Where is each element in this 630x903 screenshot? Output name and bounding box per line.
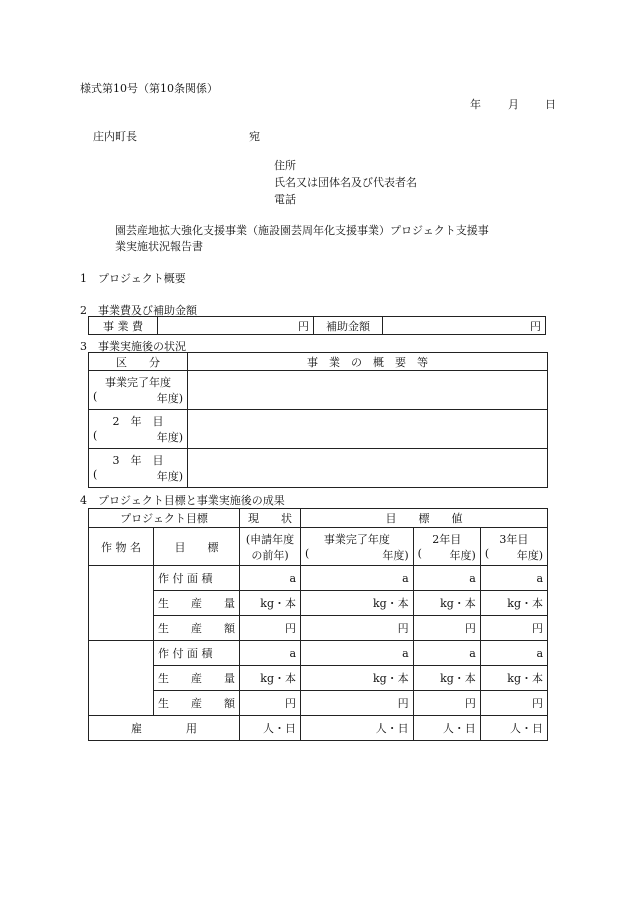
- status-header-overview: 事 業 の 概 要 等: [188, 353, 548, 371]
- date-day: 日: [545, 98, 556, 111]
- goals-header-target: 目 標 値: [301, 509, 548, 528]
- cost-label: 事 業 費: [89, 317, 158, 335]
- section-2-heading: 2 事業費及び補助金額: [80, 304, 197, 317]
- applicant-phone: 電話: [274, 193, 296, 206]
- metric-unit: 円: [301, 691, 414, 716]
- cost-yen: 円: [298, 319, 309, 333]
- goals-header-year3: 3年目 ( 年度): [480, 528, 547, 566]
- status-table: [88, 352, 548, 488]
- metric-unit: a: [413, 641, 480, 666]
- metric-unit: kg・本: [413, 666, 480, 691]
- metric-unit: a: [480, 641, 547, 666]
- goals-header-project-goal: プロジェクト目標: [89, 509, 240, 528]
- applicant-address: 住所: [274, 159, 296, 172]
- metric-label: 生 産 量: [154, 666, 240, 691]
- section-3-heading: 3 事業実施後の状況: [80, 340, 186, 353]
- metric-unit: kg・本: [301, 591, 414, 616]
- status-row: [89, 449, 548, 488]
- table-row: [89, 691, 548, 716]
- subsidy-yen: 円: [530, 319, 541, 333]
- goals-header-current-sub: (申請年度 の前年): [240, 528, 301, 566]
- table-row: [89, 591, 548, 616]
- table-row: [89, 616, 548, 641]
- section-4-heading: 4 プロジェクト目標と事業実施後の成果: [80, 494, 285, 507]
- metric-unit: 円: [413, 616, 480, 641]
- goals-header-year1: 事業完了年度 ( 年度): [301, 528, 414, 566]
- date-month: 月: [508, 98, 519, 111]
- status-row-overview: [188, 371, 548, 410]
- employment-unit: 人・日: [413, 716, 480, 741]
- status-row: [89, 410, 548, 449]
- status-row-label: 事業完了年度 ( 年度): [89, 371, 188, 410]
- metric-unit: 円: [480, 616, 547, 641]
- goals-header-year2: 2年目 ( 年度): [413, 528, 480, 566]
- employment-unit: 人・日: [301, 716, 414, 741]
- table-row: [89, 716, 548, 741]
- crop-name-cell: [89, 641, 154, 716]
- metric-unit: kg・本: [480, 666, 547, 691]
- section-1-heading: 1 プロジェクト概要: [80, 272, 186, 285]
- goals-table: [88, 508, 548, 741]
- metric-unit: 円: [240, 616, 301, 641]
- metric-label: 生 産 額: [154, 691, 240, 716]
- crop-name-cell: [89, 566, 154, 641]
- employment-label: 雇 用: [89, 716, 240, 741]
- addressee-name: 庄内町長: [93, 130, 137, 143]
- status-row-overview: [188, 449, 548, 488]
- metric-unit: 円: [240, 691, 301, 716]
- metric-unit: a: [301, 566, 414, 591]
- table-row: [89, 566, 548, 591]
- status-row-overview: [188, 410, 548, 449]
- status-header-category: 区 分: [89, 353, 188, 371]
- metric-unit: a: [480, 566, 547, 591]
- metric-label: 生 産 量: [154, 591, 240, 616]
- status-row-label: 3 年 目 ( 年度): [89, 449, 188, 488]
- metric-unit: kg・本: [240, 591, 301, 616]
- metric-label: 作 付 面 積: [154, 566, 240, 591]
- metric-unit: kg・本: [480, 591, 547, 616]
- metric-label: 作 付 面 積: [154, 641, 240, 666]
- addressee-suffix: 宛: [249, 130, 260, 143]
- metric-unit: a: [240, 566, 301, 591]
- cost-value-cell: [158, 317, 314, 335]
- cost-table: [88, 316, 546, 335]
- goals-header-goal: 目 標: [154, 528, 240, 566]
- form-number: 様式第10号（第10条関係）: [80, 82, 218, 95]
- metric-unit: kg・本: [240, 666, 301, 691]
- document-title-line2: 業実施状況報告書: [115, 240, 203, 253]
- metric-unit: 円: [413, 691, 480, 716]
- metric-unit: a: [301, 641, 414, 666]
- metric-unit: 円: [480, 691, 547, 716]
- metric-unit: kg・本: [301, 666, 414, 691]
- employment-unit: 人・日: [240, 716, 301, 741]
- date-year: 年: [470, 98, 481, 111]
- table-row: [89, 641, 548, 666]
- status-row-label: 2 年 目 ( 年度): [89, 410, 188, 449]
- goals-header-crop: 作 物 名: [89, 528, 154, 566]
- goals-header-current: 現 状: [240, 509, 301, 528]
- employment-unit: 人・日: [480, 716, 547, 741]
- metric-unit: kg・本: [413, 591, 480, 616]
- document-title-line1: 園芸産地拡大強化支援事業（施設園芸周年化支援事業）プロジェクト支援事: [115, 224, 489, 237]
- table-row: [89, 666, 548, 691]
- subsidy-value-cell: [383, 317, 546, 335]
- metric-unit: 円: [301, 616, 414, 641]
- applicant-name: 氏名又は団体名及び代表者名: [274, 176, 417, 189]
- metric-unit: a: [240, 641, 301, 666]
- status-row: [89, 371, 548, 410]
- subsidy-label: 補助金額: [314, 317, 383, 335]
- metric-unit: a: [413, 566, 480, 591]
- metric-label: 生 産 額: [154, 616, 240, 641]
